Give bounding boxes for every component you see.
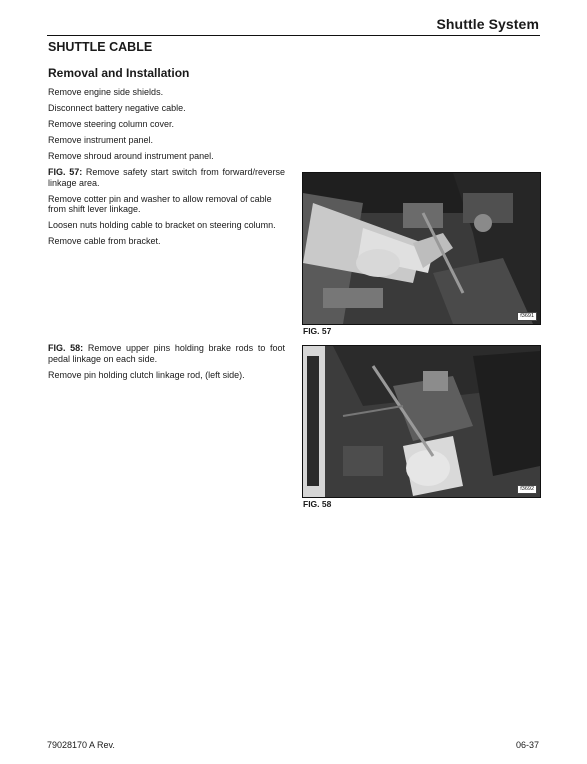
figure-57-photo bbox=[302, 172, 541, 325]
footer-page-number: 06-37 bbox=[515, 740, 539, 750]
step: Remove engine side shields. bbox=[48, 87, 164, 97]
step: Disconnect battery negative cable. bbox=[48, 103, 186, 113]
header-rule bbox=[47, 35, 540, 36]
figure-reference: FIG. 57: bbox=[48, 167, 83, 177]
figure-58-photo bbox=[302, 345, 541, 498]
step: Remove cable from bracket. bbox=[48, 236, 161, 246]
step: FIG. 58: Remove upper pins holding brake rods to foot pedal linkage on each side. bbox=[48, 343, 285, 364]
figure-57-caption: FIG. 57 bbox=[303, 326, 332, 336]
running-header-title: Shuttle System bbox=[436, 16, 539, 32]
section-heading: SHUTTLE CABLE bbox=[48, 40, 153, 54]
step: FIG. 57: Remove safety start switch from forward/reverse linkage area. bbox=[48, 167, 285, 188]
figure-reference: FIG. 58: bbox=[48, 343, 84, 353]
step: Remove steering column cover. bbox=[48, 119, 175, 129]
step: Loosen nuts holding cable to bracket on steering column. bbox=[48, 220, 276, 230]
subsection-heading: Removal and Installation bbox=[48, 66, 190, 80]
step: Remove pin holding clutch linkage rod, (left side). bbox=[48, 369, 245, 380]
footer-document-number: 79028170 A Rev. bbox=[47, 740, 115, 750]
step: Remove instrument panel. bbox=[48, 135, 154, 145]
photo-reference-number: f3692 bbox=[517, 485, 537, 494]
figure-58-caption: FIG. 58 bbox=[303, 499, 332, 509]
procedure-steps-2 bbox=[48, 343, 285, 386]
step: Remove shroud around instrument panel. bbox=[48, 151, 214, 161]
step: Remove cotter pin and washer to allow removal of cable from shift lever linkage. bbox=[48, 193, 272, 214]
photo-reference-number: f3691 bbox=[517, 312, 537, 321]
procedure-steps-1 bbox=[48, 87, 285, 252]
